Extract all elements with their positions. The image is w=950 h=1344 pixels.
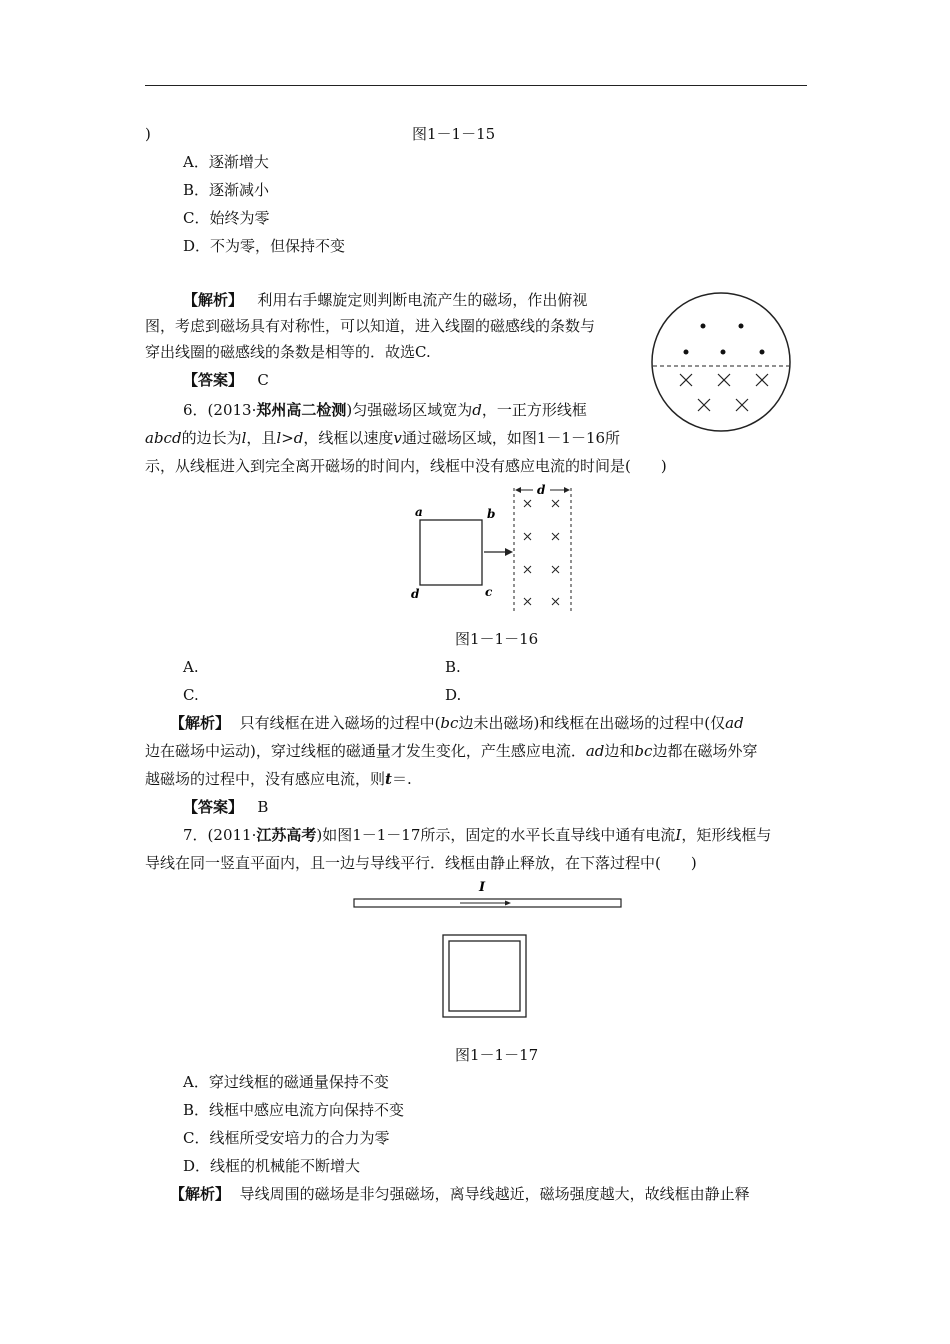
q6-option-a: A. <box>183 658 199 676</box>
frame-inner <box>449 941 520 1011</box>
square-frame <box>420 520 482 585</box>
q7-option-b: B．线框中感应电流方向保持不变 <box>183 1101 405 1119</box>
option-b: B．逐渐减小 <box>183 181 270 199</box>
q6-var-ad: ad <box>585 742 605 760</box>
q6-text: ，线框以速度 <box>303 429 394 447</box>
header-rule <box>145 85 807 86</box>
q6-analysis-text: 边都在磁场外穿 <box>652 742 758 760</box>
top-view-field-figure <box>650 290 792 435</box>
answer-tag: 【答案】 <box>183 798 244 816</box>
q6-text: 的边长为 <box>181 429 242 447</box>
analysis-tag: 【解析】 <box>170 1185 231 1203</box>
field-crosses <box>524 500 559 605</box>
q6-analysis-text: ＝. <box>391 770 412 788</box>
q6-text: )匀强磁场区域宽为 <box>346 401 473 419</box>
q6-option-b: B. <box>445 658 461 676</box>
q7-source: 江苏高考 <box>256 826 317 844</box>
q7-analysis-text: 导线周围的磁场是非匀强磁场，离导线越近，磁场强度越大，故线框由静止释 <box>239 1185 750 1203</box>
q6-var-ad: ad <box>725 714 744 732</box>
q6-var-ld: l>d <box>276 429 304 447</box>
q6-analysis-text: 越磁场的过程中，没有感应电流，则 <box>145 770 386 788</box>
q7-number: 7．(2011· <box>183 826 257 844</box>
field-out-dots <box>684 324 765 355</box>
q6-text: ，且 <box>246 429 277 447</box>
label-c: c <box>485 585 493 599</box>
q6-number: 6．(2013· <box>183 401 257 419</box>
figure-caption-16: 图1－1－16 <box>455 630 539 648</box>
q6-var-l: l <box>241 429 247 447</box>
analysis-tag: 【解析】 <box>170 714 231 732</box>
analysis-line-1: 利用右手螺旋定则判断电流产生的磁场，作出俯视 <box>257 291 588 309</box>
q7-option-c: C．线框所受安培力的合力为零 <box>183 1129 390 1147</box>
q6-text: ，一正方形线框 <box>481 401 587 419</box>
q6-var-v: v <box>393 429 402 447</box>
label-a: a <box>415 505 423 519</box>
label-b: b <box>487 507 496 521</box>
analysis-line-2: 图，考虑到磁场具有对称性，可以知道，进入线圈的磁感线的条数与 <box>145 317 596 335</box>
q6-option-c: C. <box>183 686 199 704</box>
velocity-arrow-head <box>505 548 513 556</box>
wire-and-frame-figure <box>350 878 625 1020</box>
current-arrow-head <box>505 901 511 906</box>
frame-outer <box>443 935 526 1017</box>
answer-value: B <box>257 798 269 816</box>
q6-var-t: t <box>385 770 392 788</box>
field-in-crosses <box>680 374 768 411</box>
q7-var-I: I <box>675 826 682 844</box>
q6-line-3: 示，从线框进入到完全离开磁场的时间内，线框中没有感应电流的时间是( ) <box>145 457 667 475</box>
q6-source: 郑州高二检测 <box>256 401 347 419</box>
q6-analysis-text: 边和 <box>604 742 635 760</box>
option-c: C．始终为零 <box>183 209 270 227</box>
q7-line-2: 导线在同一竖直平面内，且一边与导线平行．线框由静止释放，在下落过程中( ) <box>145 854 697 872</box>
square-frame-field-figure <box>405 482 580 614</box>
q7-text: )如图1－1－17所示，固定的水平长直导线中通有电流 <box>316 826 676 844</box>
analysis-line-3: 穿出线圈的磁感线的条数是相等的．故选C. <box>145 343 431 361</box>
q6-option-d: D. <box>445 686 462 704</box>
q6-text: 通过磁场区域，如图1－1－16所 <box>401 429 621 447</box>
q7-option-d: D．线框的机械能不断增大 <box>183 1157 361 1175</box>
answer-value: C <box>257 371 269 389</box>
q6-analysis-text: 边未出磁场)和线框在出磁场的过程中(仅 <box>458 714 726 732</box>
q6-var-bc: bc <box>634 742 653 760</box>
q6-var-d: d <box>472 401 482 419</box>
option-a: A．逐渐增大 <box>183 153 269 171</box>
option-d: D．不为零，但保持不变 <box>183 237 346 255</box>
q6-var-bc: bc <box>440 714 459 732</box>
q6-analysis-text: 只有线框在进入磁场的过程中( <box>239 714 441 732</box>
coil-circle <box>652 293 790 431</box>
q6-var-abcd: abcd <box>145 429 182 447</box>
width-label-d: d <box>537 483 546 497</box>
answer-tag: 【答案】 <box>183 371 244 389</box>
current-label-I: I <box>479 880 486 895</box>
q6-analysis-text: 边在磁场中运动)，穿过线框的磁通量才发生变化，产生感应电流． <box>145 742 586 760</box>
q7-text: ，矩形线框与 <box>681 826 772 844</box>
q7-option-a: A．穿过线框的磁通量保持不变 <box>183 1073 389 1091</box>
closing-paren: ) <box>145 125 151 143</box>
figure-caption-17: 图1－1－17 <box>455 1046 539 1064</box>
label-d: d <box>411 587 420 601</box>
analysis-tag: 【解析】 <box>183 291 244 309</box>
figure-caption-15: 图1－1－15 <box>412 125 496 143</box>
